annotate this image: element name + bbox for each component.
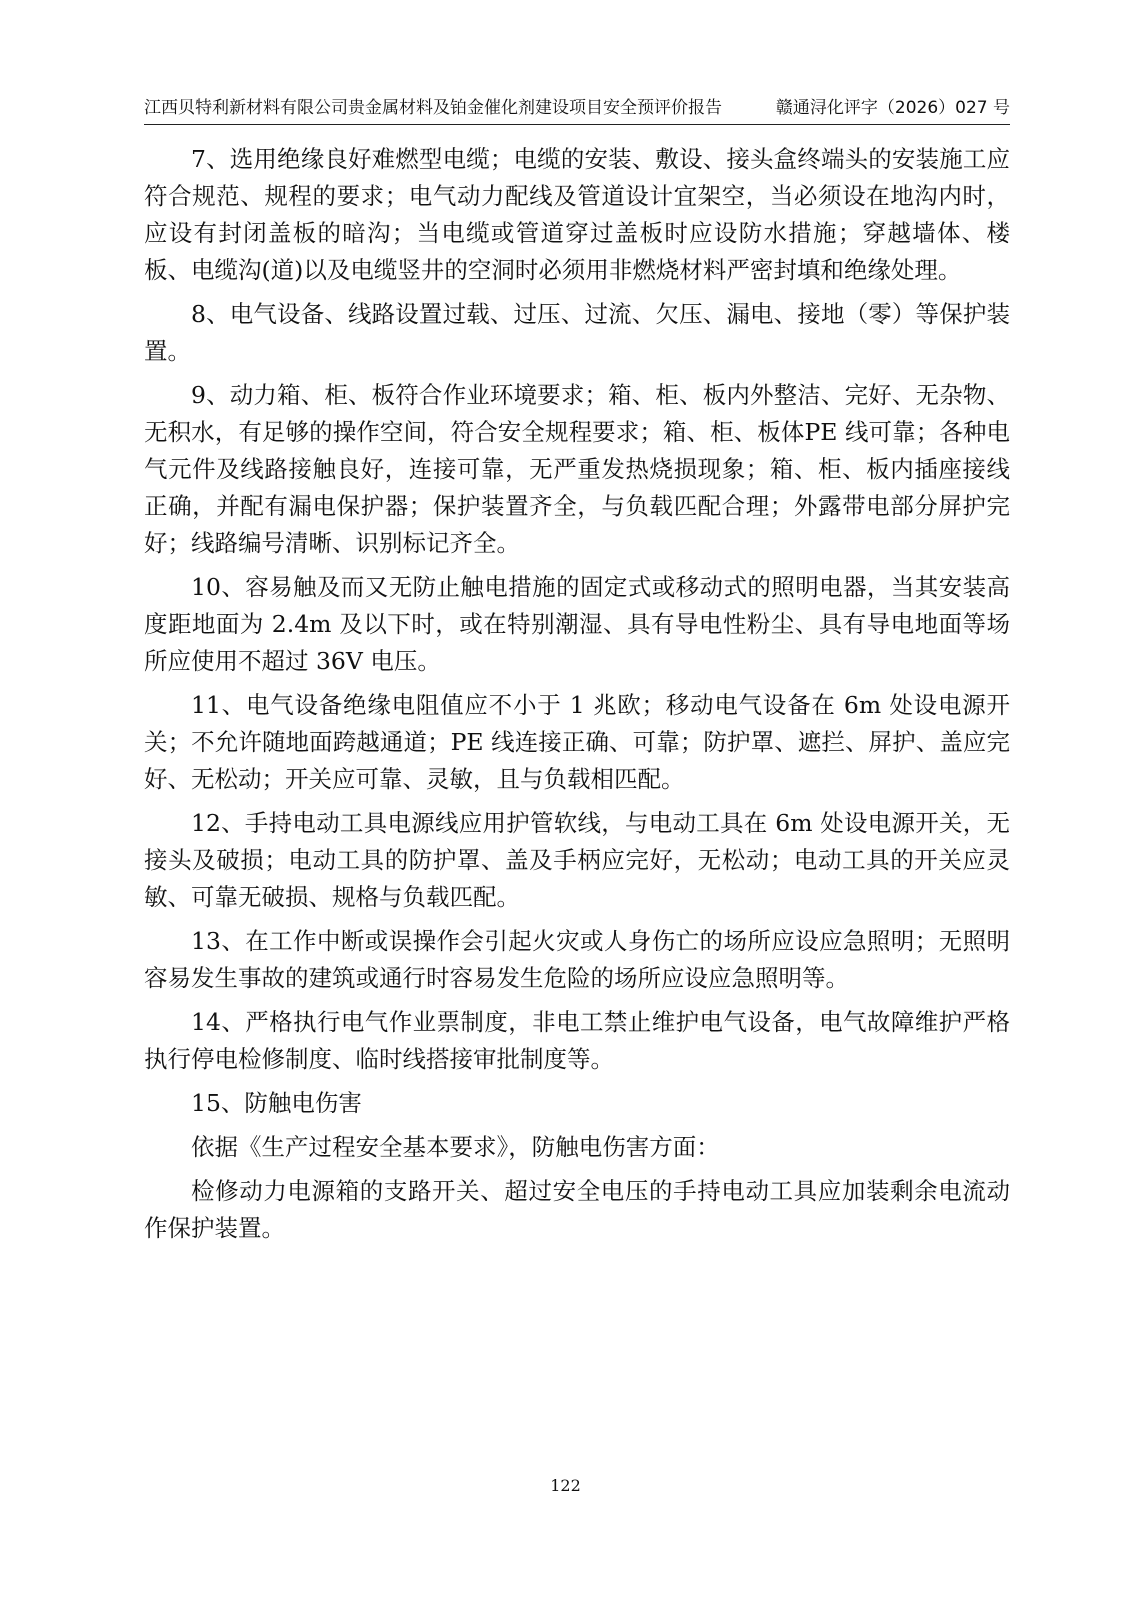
paragraph-item-7: 7、选用绝缘良好难燃型电缆；电缆的安装、敷设、接头盒终端头的安装施工应符合规范、规程的要求；电气动力配线及管道设计宜架空，当必须设在地沟内时，应设有封闭盖板的暗沟；当电缆或管道穿过盖板时应设防水措施；穿越墙体、楼板、电缆沟(道)以及电缆竖井的空洞时必须用非燃烧材料严密封填和绝缘处理。 — [144, 145, 1010, 284]
paragraph-item-14: 14、严格执行电气作业票制度，非电工禁止维护电气设备，电气故障维护严格执行停电检修制度、临时线搭接审批制度等。 — [144, 1008, 1010, 1073]
standard-reference: 依据《生产过程安全基本要求》，防触电伤害方面： — [191, 1133, 720, 1161]
paragraph-item-9: 9、动力箱、柜、板符合作业环境要求；箱、柜、板内外整洁、完好、无杂物、无积水，有足够的操作空间，符合安全规程要求；箱、柜、板体PE 线可靠；各种电气元件及线路接触良好，连接可靠，无严重发热烧损现象；箱、柜、板内插座接线正确，并配有漏电保护器；保护装置齐全，与负载匹配合理；外露带电部分屏护完好；线路编号清晰、识别标记齐全。 — [144, 381, 1010, 557]
paragraph-requirement: 检修动力电源箱的支路开关、超过安全电压的手持电动工具应加装剩余电流动作保护装置。 — [144, 1177, 1010, 1242]
paragraph-item-13: 13、在工作中断或误操作会引起火灾或人身伤亡的场所应设应急照明；无照明容易发生事故的建筑或通行时容易发生危险的场所应设应急照明等。 — [144, 927, 1010, 992]
paragraph-item-10: 10、容易触及而又无防止触电措施的固定式或移动式的照明电器，当其安装高度距地面为 2.4m 及以下时，或在特别潮湿、具有导电性粉尘、具有导电地面等场所应使用不超过 36V 电压。 — [144, 573, 1010, 675]
section-heading-15: 15、防触电伤害 — [191, 1089, 362, 1117]
report-title: 江西贝特利新材料有限公司贵金属材料及铂金催化剂建设项目安全预评价报告 — [144, 98, 722, 118]
document-number: 赣通浔化评字（2026）027 号 — [775, 98, 1010, 118]
page-header — [144, 96, 1010, 125]
paragraph-item-11: 11、电气设备绝缘电阻值应不小于 1 兆欧；移动电气设备在 6m 处设电源开关；不允许随地面跨越通道；PE 线连接正确、可靠；防护罩、遮拦、屏护、盖应完好、无松动；开关应可靠、灵敏，且与负载相匹配。 — [144, 691, 1010, 793]
paragraph-item-12: 12、手持电动工具电源线应用护管软线，与电动工具在 6m 处设电源开关，无接头及破损；电动工具的防护罩、盖及手柄应完好，无松动；电动工具的开关应灵敏、可靠无破损、规格与负载匹配。 — [144, 809, 1010, 911]
page-number: 122 — [550, 1476, 581, 1495]
body-text — [144, 141, 1010, 1254]
paragraph-item-8: 8、电气设备、线路设置过载、过压、过流、欠压、漏电、接地（零）等保护装置。 — [144, 300, 1010, 365]
